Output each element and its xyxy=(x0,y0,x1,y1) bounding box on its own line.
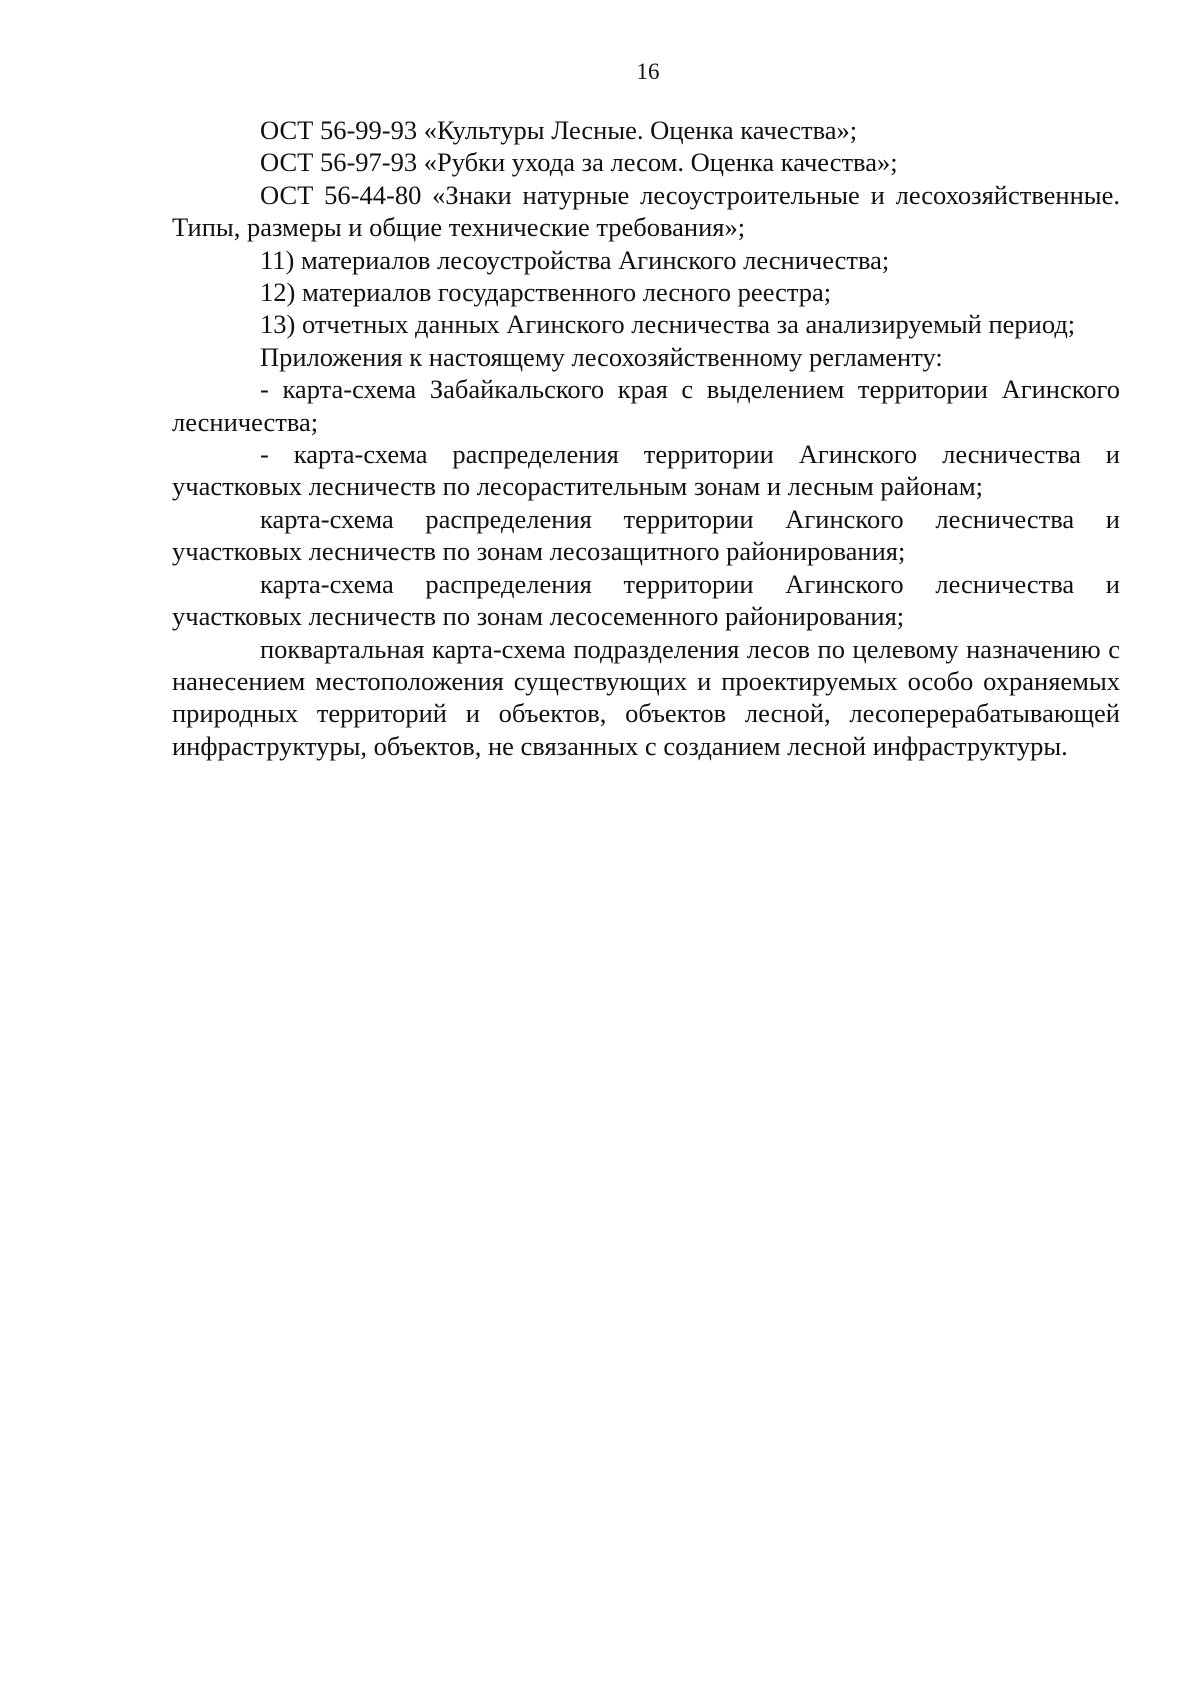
paragraph-appendix-map-forest-protection: карта-схема распределения территории Агинского лесничества и участковых лесничеств по зонам лесозащитного районирования; xyxy=(172,503,1120,567)
paragraph-item-12: 12) материалов государственного лесного реестра; xyxy=(260,277,832,308)
paragraph-ost-56-44-80: ОСТ 56-44-80 «Знаки натурные лесоустроительные и лесохозяйственные. Типы, размеры и общие технические требования»; xyxy=(172,179,1120,243)
paragraph-ost-56-97-93: ОСТ 56-97-93 «Рубки ухода за лесом. Оценка качества»; xyxy=(260,147,898,178)
paragraph-appendix-map-forest-zones: - карта-схема распределения территории Агинского лесничества и участковых лесничеств по лесорастительным зонам и лесным районам; xyxy=(172,439,1120,502)
paragraph-appendix-quarter-map: поквартальная карта-схема подразделения лесов по целевому назначению с нанесением местоположения существующих и проектируемых особо охраняемых природных территорий и объектов, объектов лесной, лесоперерабатывающей инфраструктуры, объектов, не связанных с созданием лесной инфраструктуры. xyxy=(172,633,1120,761)
paragraph-appendix-map-forest-seed: карта-схема распределения территории Агинского лесничества и участковых лесничеств по зонам лесосеменного районирования; xyxy=(172,568,1120,632)
paragraph-ost-56-99-93: ОСТ 56-99-93 «Культуры Лесные. Оценка качества»; xyxy=(260,115,858,145)
paragraph-appendix-map-territory: - карта-схема Забайкальского края с выделением территории Агинского лесничества; xyxy=(172,374,1120,437)
page-number: 16 xyxy=(636,59,660,84)
paragraph-item-13: 13) отчетных данных Агинского лесничества за анализируемый период; xyxy=(260,309,1076,340)
paragraph-item-11: 11) материалов лесоустройства Агинского лесничества; xyxy=(260,244,890,275)
body-text xyxy=(172,114,1120,762)
paragraph-appendices-heading: Приложения к настоящему лесохозяйственному регламенту: xyxy=(260,341,943,372)
